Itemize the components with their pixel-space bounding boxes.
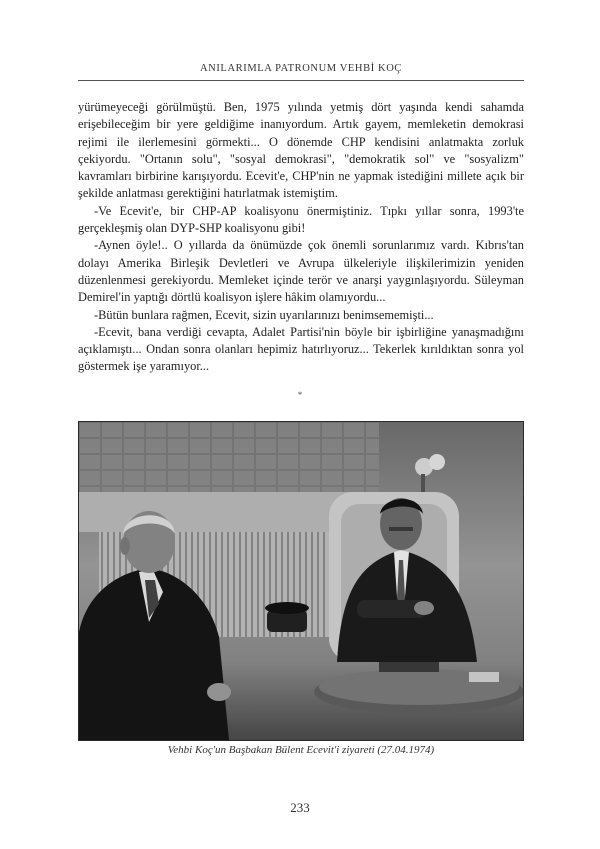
photo-caption: Vehbi Koç'un Başbakan Bülent Ecevit'i ziyareti (27.04.1974) [167,744,435,756]
photo-illustration [79,422,523,740]
header-rule [78,80,524,81]
paragraph-3: -Aynen öyle!.. O yıllarda da önümüzde çok önemli sorunlarımız vardı. Kıbrıs'tan dolayı Amerika Birleşik Devletleri ve Avrupa ülkeleriyle ilişkilerimizin yeniden düzenlenmesi gerekiyordu. Memleket içinde terör ve anarşi yaygınlaşıyordu. Süleyman Demirel'in yaptığı dörtlü koalisyon işlere hâkim olamıyordu... [78,238,524,305]
photo-tone [79,422,523,740]
paragraph-2: -Ve Ecevit'e, bir CHP-AP koalisyonu önermiştiniz. Tıpkı yıllar sonra, 1993'te gerçekleşmiş olan DYP-SHP koalisyonu gibi! [78,203,524,236]
paragraph-5: -Ecevit, bana verdiği cevapta, Adalet Partisi'nin böyle bir işbirliğine yanaşmadığını açıklamıştı... Ondan sonra olanları hepimiz hatırlıyoruz... Tekerlek kırıldıktan sonra yol göstermek işe yaramıyor... [78,324,524,374]
photograph [78,421,524,741]
body-text [78,99,524,376]
paragraph-4: -Bütün bunlara rağmen, Ecevit, sizin uyarılarınızı benimsememişti... [94,307,434,322]
paragraph-1: yürümeyeceği görülmüştü. Ben, 1975 yılında yetmiş dört yaşında kendi sahamda erişebileceğim bir yere geldiğime inanıyordum. Artık gayem, memleketin demokrasi rejimi ile ilerlemesini görmekti... O dönemde CHP kendisini anlatmakta zorluk çekiyordu. "Ortanın solu", "sosyal demokrasi", "demokratik sol" ve "sosyalizm" kavramları birbirine karışıyordu. Ecevit'e, CHP'nin ne yapmak istediğini millete açık bir şekilde anlatması gerektiğini hatırlatmak istemiştim. [78,100,524,201]
running-head: ANILARIMLA PATRONUM VEHBİ KOÇ [199,63,403,74]
page-number: 233 [290,800,310,815]
section-separator: * [297,390,303,400]
